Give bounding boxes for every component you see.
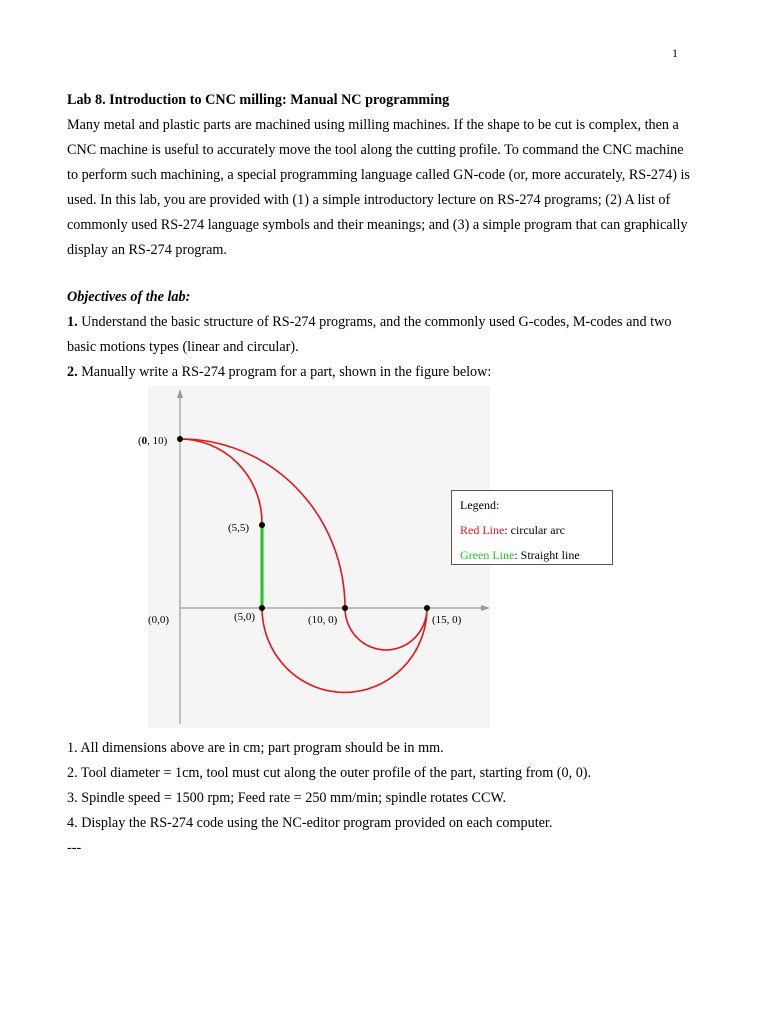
- objective-number: 2.: [67, 364, 78, 380]
- label-0-10: [138, 435, 168, 447]
- note-item: 2. Tool diameter = 1cm, tool must cut along the outer profile of the part, starting from (0, 0).: [67, 765, 592, 781]
- label-10-0: (10, 0): [308, 614, 338, 626]
- objective-number: 1.: [67, 314, 78, 330]
- separator: ---: [67, 840, 82, 856]
- label-15-0: (15, 0): [432, 614, 462, 626]
- legend-red-desc: : circular arc: [504, 523, 565, 537]
- legend-green-desc: : Straight line: [514, 548, 580, 562]
- page-number: 1: [672, 46, 678, 60]
- objective-text: basic motions types (linear and circular).: [67, 339, 299, 355]
- label-0-10-open: (: [138, 435, 142, 447]
- intro-line: used. In this lab, you are provided with (1) a simple introductory lecture on RS-274 programs; (2) A list of: [67, 192, 671, 208]
- point-5-5: [259, 522, 265, 528]
- label-5-0: (5,0): [234, 611, 256, 623]
- objective-item-1: [67, 310, 707, 335]
- intro-line: CNC machine is useful to accurately move the tool along the cutting profile. To command the CNC machine: [67, 142, 684, 158]
- objective-text: Manually write a RS-274 program for a part, shown in the figure below:: [77, 364, 492, 380]
- intro-section: [67, 88, 707, 263]
- objectives-heading: Objectives of the lab:: [67, 289, 191, 305]
- legend-heading: Legend:: [460, 498, 500, 512]
- note-item: 1. All dimensions above are in cm; part program should be in mm.: [67, 740, 444, 756]
- intro-line: display an RS-274 program.: [67, 242, 227, 258]
- point-0-10: [177, 436, 183, 442]
- intro-line: commonly used RS-274 language symbols and their meanings; and (3) a simple program that can graphically: [67, 217, 688, 233]
- label-0-10-rest: , 10): [147, 435, 168, 447]
- legend-green-name: Green Line: [460, 548, 515, 562]
- intro-line: to perform such machining, a special programming language called GN-code (or, more accurately, RS-274) is: [67, 167, 690, 183]
- point-15-0: [424, 605, 430, 611]
- legend-green-entry: [460, 543, 612, 568]
- objective-text: Understand the basic structure of RS-274 programs, and the commonly used G-codes, M-codes and two: [77, 314, 672, 330]
- point-5-0: [259, 605, 265, 611]
- label-0-0: (0,0): [148, 614, 170, 626]
- notes-section: [67, 736, 707, 861]
- note-item: 3. Spindle speed = 1500 rpm; Feed rate = 250 mm/min; spindle rotates CCW.: [67, 790, 507, 806]
- note-item: 4. Display the RS-274 code using the NC-editor program provided on each computer.: [67, 815, 553, 831]
- legend-red-entry: [460, 518, 612, 543]
- objective-item-2: [67, 360, 707, 385]
- label-5-5: (5,5): [228, 522, 250, 534]
- part-profile-figure: [138, 386, 490, 728]
- objectives-section: [67, 285, 707, 385]
- figure-background: [148, 386, 490, 728]
- legend-red-name: Red Line: [460, 523, 505, 537]
- label-0-10-bold: 0: [141, 435, 148, 447]
- page-title: Lab 8. Introduction to CNC milling: Manual NC programming: [67, 92, 450, 108]
- point-10-0: [342, 605, 348, 611]
- legend-panel: [451, 490, 613, 565]
- intro-line: Many metal and plastic parts are machined using milling machines. If the shape to be cut is complex, then a: [67, 117, 679, 133]
